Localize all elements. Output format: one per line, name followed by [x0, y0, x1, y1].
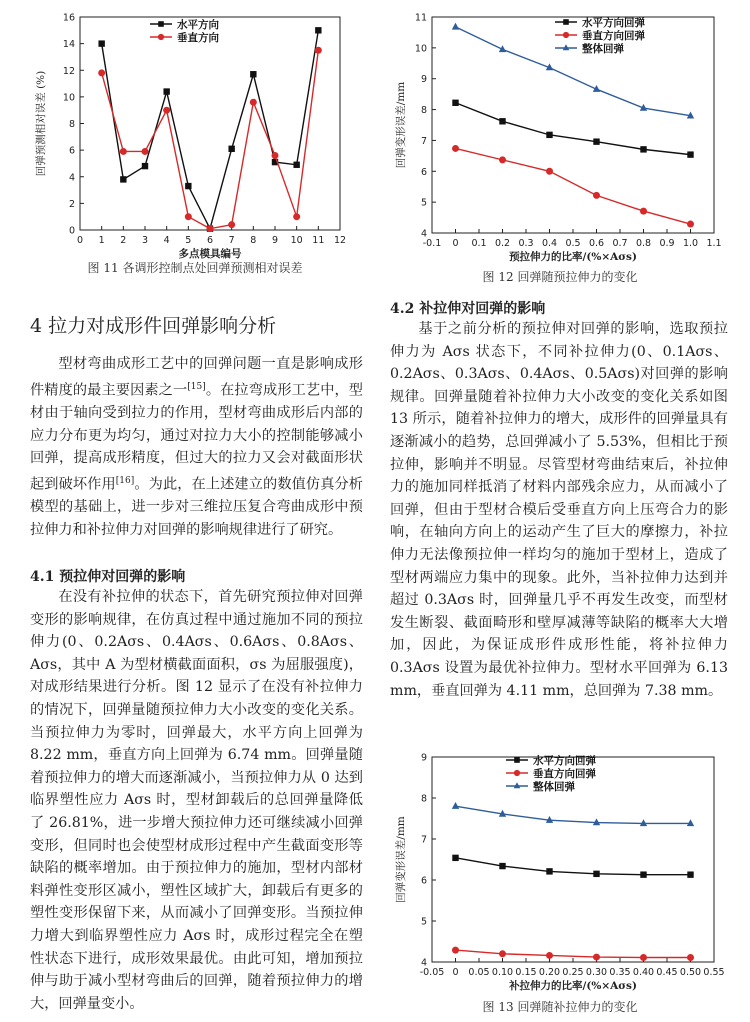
data-point: [593, 192, 600, 199]
series-2: [452, 145, 694, 228]
series-1: [452, 100, 693, 158]
data-point: [563, 19, 569, 25]
x-tick-label: 0: [452, 238, 459, 249]
section-4-title: 4 拉力对成形件回弹影响分析: [30, 315, 277, 337]
x-tick-label: 10: [290, 235, 303, 246]
citation-15: [15]: [187, 381, 206, 392]
y-tick-label: 6: [420, 166, 427, 178]
data-point: [163, 88, 169, 94]
y-tick-label: 0: [68, 225, 75, 237]
y-tick-label: 8: [420, 793, 427, 805]
x-tick-label: 7: [228, 235, 235, 246]
legend-label: 垂直方向回弹: [582, 30, 645, 42]
x-tick-label: 11: [312, 235, 325, 246]
x-tick-label: 9: [271, 235, 279, 246]
x-tick-label: 0.9: [659, 238, 675, 249]
data-point: [593, 954, 600, 961]
data-point: [158, 21, 164, 27]
citation-16: [16]: [115, 475, 135, 486]
data-point: [250, 99, 257, 106]
data-point: [293, 162, 299, 168]
series-line: [102, 50, 319, 228]
y-tick-label: 10: [414, 43, 427, 55]
data-point: [687, 151, 693, 157]
y-tick-label: 5: [420, 916, 427, 928]
y-axis-label: 回弹变形误差/mm: [395, 816, 407, 903]
y-tick-label: 9: [420, 752, 427, 764]
x-tick-label: 0.55: [703, 967, 725, 978]
x-tick-label: 0.45: [656, 967, 678, 978]
intro-text-c: 。为此，在上述建立的数值仿真分析模型的基础上，进一步对三维拉压复合弯曲成形中预拉伸力和补拉伸力对回弹的影响规律进行了研究。: [30, 476, 363, 538]
data-point: [293, 213, 300, 220]
legend-label: 整体回弹: [582, 43, 624, 55]
figure-11: [30, 5, 360, 263]
y-tick-label: 7: [420, 135, 427, 147]
data-point: [142, 148, 149, 155]
data-point: [452, 23, 459, 30]
legend-label: 水平方向回弹: [533, 755, 596, 767]
x-tick-label: 0: [76, 235, 84, 246]
y-tick-label: 16: [62, 12, 75, 24]
x-tick-label: 0.7: [612, 238, 628, 249]
data-point: [640, 146, 646, 152]
data-point: [142, 163, 148, 169]
x-tick-label: 0.8: [635, 238, 652, 249]
y-tick-label: 8: [420, 105, 427, 117]
data-point: [514, 782, 521, 788]
data-point: [452, 947, 459, 954]
y-tick-label: 4: [68, 172, 75, 184]
x-tick-label: 0.15: [515, 967, 537, 978]
x-tick-label: 12: [333, 235, 347, 246]
data-point: [315, 27, 321, 33]
x-tick-label: 0.40: [632, 967, 655, 978]
y-tick-label: 10: [62, 92, 75, 104]
data-point: [452, 855, 458, 861]
x-tick-label: 0.20: [538, 967, 561, 978]
data-point: [593, 871, 599, 877]
data-point: [315, 47, 322, 54]
y-tick-label: 14: [62, 39, 75, 51]
x-tick-label: 0.10: [491, 967, 514, 978]
figure-13: [390, 745, 730, 995]
data-point: [228, 221, 235, 228]
data-point: [185, 213, 192, 220]
x-tick-label: 0.30: [585, 967, 608, 978]
y-tick-label: 4: [420, 957, 427, 969]
plot-frame: [80, 17, 340, 230]
data-point: [499, 950, 506, 957]
x-tick-label: 2: [120, 235, 127, 246]
series-line: [102, 30, 319, 228]
data-point: [514, 770, 520, 776]
x-axis-label: 补拉伸力的比率/(%×Aσs): [509, 980, 637, 992]
y-tick-label: 5: [420, 197, 427, 209]
y-tick-label: 2: [68, 198, 75, 210]
figure-13-caption: 图 13 回弹随补拉伸力的变化: [482, 1000, 638, 1014]
legend-label: 垂直方向回弹: [533, 768, 596, 780]
legend-label: 水平方向: [177, 19, 219, 31]
data-point: [563, 44, 570, 50]
data-point: [207, 225, 214, 232]
x-tick-label: 0.50: [679, 967, 702, 978]
subsection-4-2-title: 4.2 补拉伸对回弹的影响: [390, 301, 546, 317]
data-point: [546, 952, 553, 959]
x-tick-label: 0.35: [609, 967, 631, 978]
paragraph-4-2: 基于之前分析的预拉伸对回弹的影响，选取预拉伸力为 Aσs 状态下，不同补拉伸力(0、0.1Aσs、0.2Aσs、0.3Aσs、0.4Aσs、0.5Aσs)对回弹的影响规律。回弹量随着补拉伸力大小改变的变化关系如图 13 所示，随着补拉伸力的增大，成形件的回弹量具有逐渐减小的趋势，总回弹减小了 5.53%，但相比于预拉伸，影响并不明显。尽管型材弯曲结束后，补拉伸力的施加同样抵消了材料内部残余应力，从而减小了回弹，但由于型材合模后受垂直方向上压弯合力的影响，在轴向方向上的运动产生了巨大的摩擦力，补拉伸力无法像预拉伸一样均匀的施加于型材上，造成了型材两端应力集中的现象。此外，当补拉伸力达到并超过 0.3Aσs 时，回弹量几乎不再发生改变，而型材发生断裂、截面畸形和壁厚减薄等缺陷的概率大大增加，因此，为保证成形件成形性能，将补拉伸力 0.3Aσs 设置为最优补拉伸力。型材水平回弹为 6.13 mm，垂直回弹为 4.11 mm，总回弹为 7.38 mm。: [390, 321, 728, 699]
y-tick-label: 9: [420, 74, 427, 86]
series-1: [452, 855, 693, 878]
data-point: [687, 871, 693, 877]
paragraph-4-1: 在没有补拉伸的状态下，首先研究预拉伸对回弹变形的影响规律，在仿真过程中通过施加不同的预拉伸力(0、0.2Aσs、0.4Aσs、0.6Aσs、0.8Aσs、Aσs，其中 A 为型材横截面面积，σs 为屈服强度)，对成形结果进行分析。图 12 显示了在没有补拉伸力的情况下，回弹量随预拉伸力大小改变的变化关系。当预拉伸力为零时，回弹最大，水平方向上回弹为 8.22 mm，垂直方向上回弹为 6.74 mm。回弹量随着预拉伸力的增大而逐渐减小，当预拉伸力从 0 达到临界塑性应力 Aσs 时，型材卸载后的总回弹量降低了 26.81%，进一步增大预拉伸力还可继续减小回弹变形，但同时也会使型材成形过程中产生截面变形等缺陷的概率增加。由于预拉伸力的施加，型材内部材料弹性变形区减小，塑性区域扩大，卸载后有更多的塑性变形保留下来，从而减小了回弹变形。当预拉伸力增大到临界塑性应力 Aσs 时，成形过程完全在塑性状态下进行，成形效果最优。由此可知，增加预拉伸与助于减小型材弯曲后的回弹，随着预拉伸力的增大，回弹量变小。: [30, 589, 363, 1012]
data-point: [272, 152, 279, 159]
x-tick-label: 8: [250, 235, 257, 246]
legend-label: 水平方向回弹: [582, 17, 645, 29]
x-tick-label: 0.25: [562, 967, 584, 978]
x-tick-label: 0.05: [468, 967, 490, 978]
x-tick-label: 1: [98, 235, 105, 246]
data-point: [563, 32, 569, 38]
series-line: [456, 950, 691, 957]
figure-12-chart: [390, 5, 730, 267]
y-tick-label: 7: [420, 834, 427, 846]
figure-11-caption: 图 11 各调形控制点处回弹预测相对误差: [87, 261, 303, 275]
data-point: [593, 138, 599, 144]
data-point: [185, 183, 191, 189]
data-point: [499, 863, 505, 869]
y-tick-label: 11: [414, 12, 427, 24]
data-point: [499, 156, 506, 163]
data-point: [98, 40, 104, 46]
x-tick-label: 0.2: [494, 238, 511, 249]
data-point: [163, 107, 170, 114]
figure-12-caption: 图 12 回弹随预拉伸力的变化: [482, 270, 638, 284]
data-point: [546, 168, 553, 175]
data-point: [228, 146, 234, 152]
x-tick-label: 3: [141, 235, 149, 246]
y-axis-label: 回弹变形误差/mm: [395, 81, 407, 169]
x-tick-label: 0.5: [565, 238, 581, 249]
x-axis-label: 多点模具编号: [178, 248, 242, 260]
series-line: [456, 858, 691, 875]
x-tick-label: -0.1: [422, 238, 442, 249]
data-point: [687, 954, 694, 961]
figure-12: [390, 5, 730, 267]
data-point: [158, 34, 164, 40]
y-tick-label: 6: [68, 145, 75, 157]
data-point: [98, 69, 105, 76]
data-point: [640, 954, 647, 961]
x-tick-label: 0.3: [518, 238, 534, 249]
x-tick-label: 1.1: [706, 238, 722, 249]
y-tick-label: 4: [420, 228, 427, 240]
data-point: [640, 208, 647, 215]
data-point: [546, 132, 552, 138]
x-tick-label: 0: [452, 967, 459, 978]
x-tick-label: 0.1: [471, 238, 487, 249]
series-2: [98, 47, 322, 232]
intro-text-b: 。在拉弯成形工艺中，型材由于轴向受到拉力的作用，型材弯曲成形后内部的应力分布更为均匀，通过对拉力大小的控制能够减小回弹，提高成形精度，但过大的拉力又会对截面形状起到破坏作用: [30, 382, 363, 493]
intro-text-a: 型材弯曲成形工艺中的回弹问题一直是影响成形件精度的最主要因素之一: [30, 356, 363, 399]
data-point: [546, 868, 552, 874]
data-point: [452, 100, 458, 106]
figure-13-chart: [390, 745, 730, 995]
x-tick-label: 6: [206, 235, 214, 246]
series-3: [452, 802, 694, 826]
plot-frame: [432, 17, 714, 233]
data-point: [120, 148, 127, 155]
x-tick-label: -0.05: [419, 967, 445, 978]
y-tick-label: 8: [68, 119, 75, 130]
data-point: [687, 221, 694, 228]
data-point: [452, 802, 459, 809]
x-tick-label: 4: [163, 235, 170, 246]
subsection-4-1-title: 4.1 预拉伸对回弹的影响: [30, 569, 186, 585]
data-point: [452, 145, 459, 152]
y-tick-label: 12: [62, 65, 75, 77]
x-tick-label: 0.4: [541, 238, 558, 249]
data-point: [640, 871, 646, 877]
data-point: [499, 118, 505, 124]
legend-label: 垂直方向: [177, 32, 219, 44]
figure-11-chart: [30, 5, 360, 263]
data-point: [640, 819, 647, 826]
series-line: [456, 148, 691, 224]
data-point: [120, 176, 126, 182]
data-point: [687, 819, 694, 826]
x-tick-label: 1.0: [682, 238, 699, 249]
x-tick-label: 0.6: [588, 238, 605, 249]
data-point: [514, 757, 520, 763]
y-tick-label: 6: [420, 875, 427, 887]
intro-paragraph: [30, 353, 363, 541]
series-line: [456, 27, 691, 116]
x-tick-label: 5: [185, 235, 192, 246]
y-axis-label: 回弹预测相对误差 (%): [35, 70, 47, 177]
data-point: [250, 71, 256, 77]
series-1: [98, 27, 321, 232]
legend-label: 整体回弹: [533, 781, 575, 793]
x-axis-label: 预拉伸力的比率/(%×Aσs): [509, 251, 637, 263]
series-3: [452, 23, 694, 119]
series-line: [456, 806, 691, 823]
